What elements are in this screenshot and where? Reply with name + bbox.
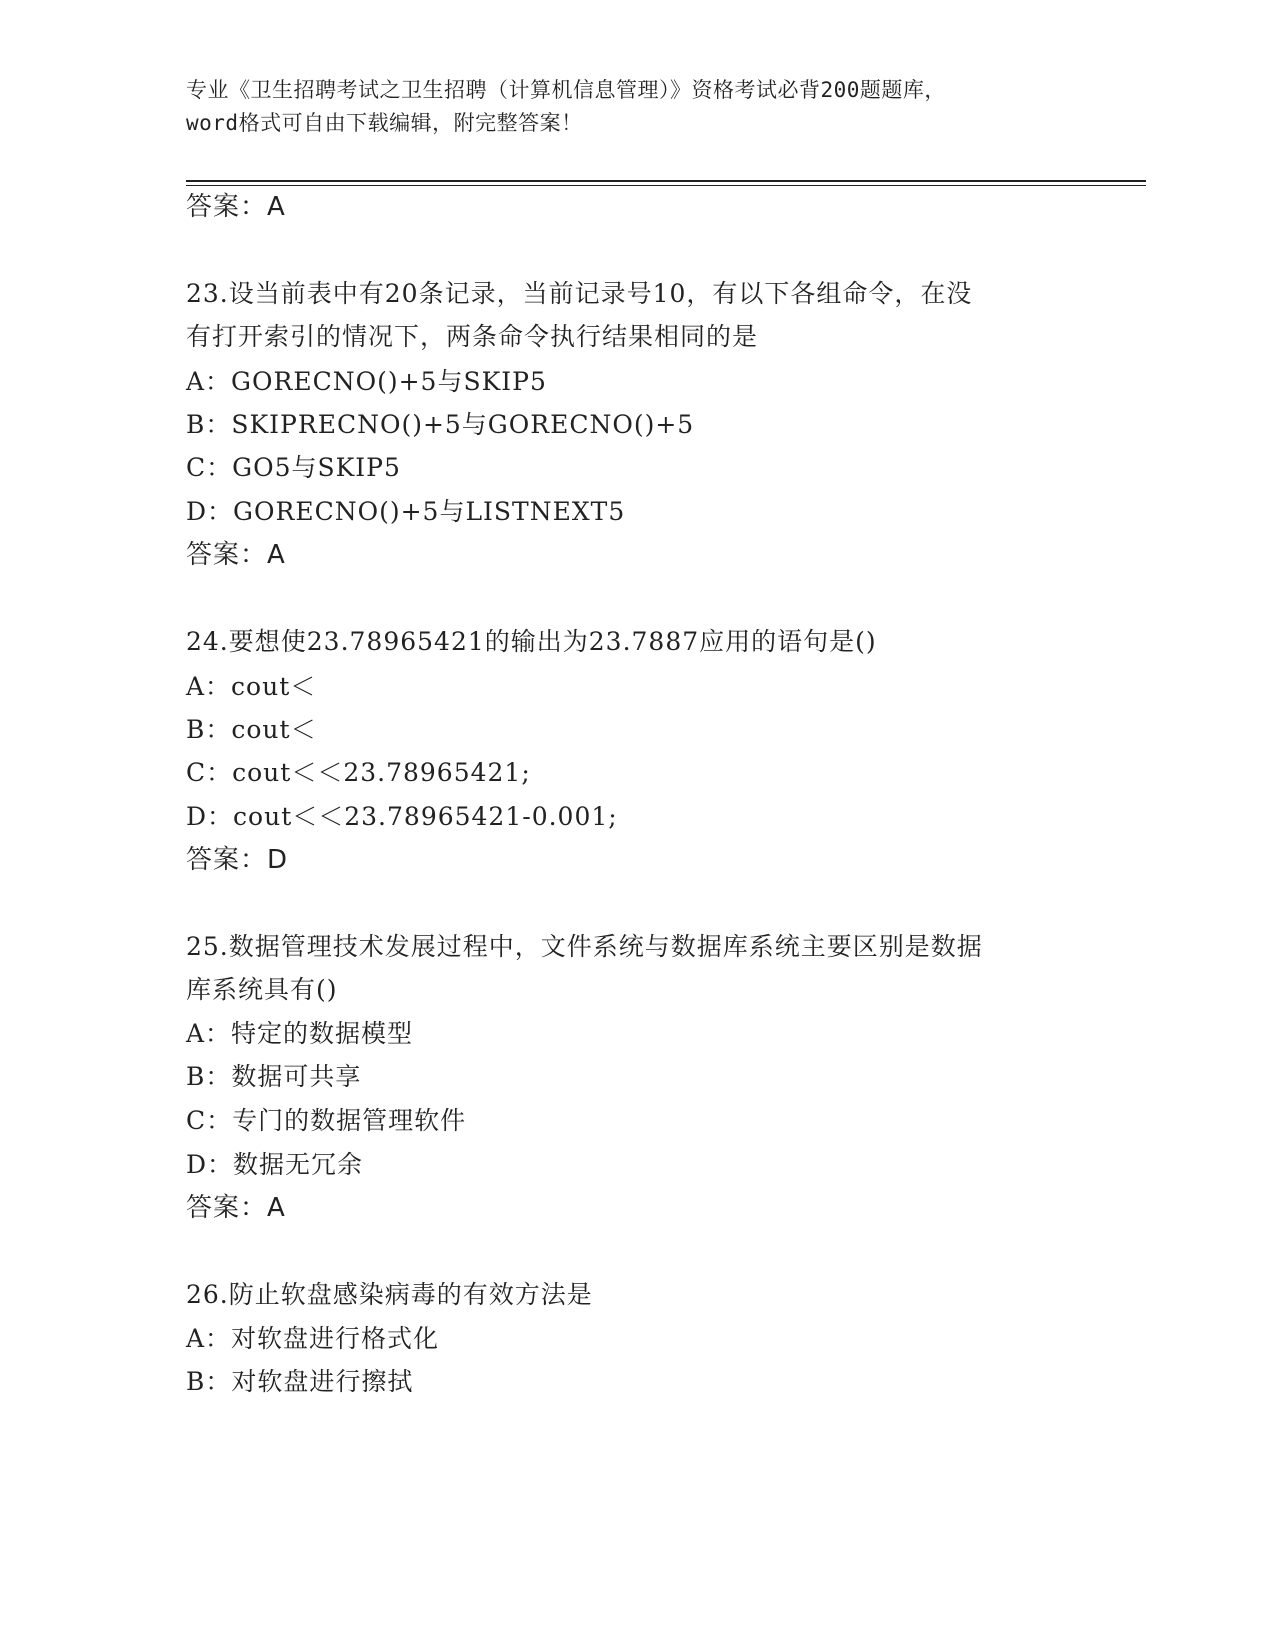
question-26-stem-line-1: 26.防止软盘感染病毒的有效方法是 [186, 1280, 593, 1309]
header-line-2: word格式可自由下载编辑，附完整答案！ [186, 111, 583, 135]
question-23-option-c: C：GO5与SKIP5 [186, 453, 401, 482]
question-24-stem-line-1: 24.要想使23.78965421的输出为23.7887应用的语句是() [186, 627, 877, 656]
question-25-stem-line-1: 25.数据管理技术发展过程中，文件系统与数据库系统主要区别是数据 [186, 932, 983, 961]
question-24-answer: 答案：D [186, 845, 289, 875]
question-23-stem-line-2: 有打开索引的情况下，两条命令执行结果相同的是 [186, 322, 759, 351]
question-23-option-d: D：GORECNO()+5与LISTNEXT5 [186, 497, 626, 526]
header-divider-thick [186, 180, 1146, 182]
question-25-option-b: B：数据可共享 [186, 1062, 362, 1091]
header-divider-thin [186, 185, 1146, 186]
question-24-option-b: B：cout＜ [186, 715, 317, 744]
document-header [186, 74, 1106, 140]
question-23-option-b: B：SKIPRECNO()+5与GORECNO()+5 [186, 410, 695, 439]
question-25-option-a: A：特定的数据模型 [186, 1019, 414, 1048]
question-26-option-a: A：对软盘进行格式化 [186, 1324, 440, 1353]
question-23-stem-line-1: 23.设当前表中有20条记录，当前记录号10，有以下各组命令，在没 [186, 279, 973, 308]
question-25-answer: 答案：A [186, 1193, 286, 1223]
question-25-option-c: C：专门的数据管理软件 [186, 1106, 467, 1135]
previous-answer: 答案：A [186, 192, 286, 222]
question-24-option-c: C：cout＜＜23.78965421; [186, 758, 531, 787]
question-23-option-a: A：GORECNO()+5与SKIP5 [186, 367, 547, 396]
question-26-option-b: B：对软盘进行擦拭 [186, 1367, 414, 1396]
question-25-option-d: D：数据无冗余 [186, 1150, 364, 1179]
question-24-option-d: D：cout＜＜23.78965421-0.001; [186, 802, 618, 831]
header-line-1: 专业《卫生招聘考试之卫生招聘（计算机信息管理）》资格考试必背200题题库， [186, 78, 946, 102]
question-24-option-a: A：cout＜ [186, 672, 317, 701]
question-25-stem-line-2: 库系统具有() [186, 975, 338, 1004]
question-23-answer: 答案：A [186, 540, 286, 570]
